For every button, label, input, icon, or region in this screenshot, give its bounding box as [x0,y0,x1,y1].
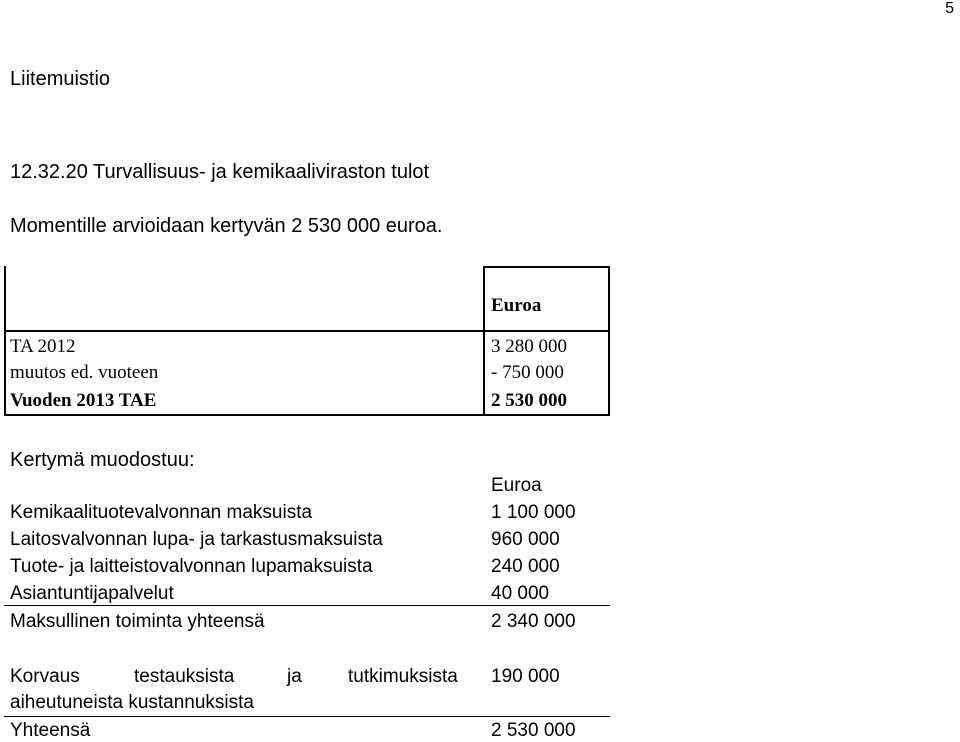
row-label-ta2012: TA 2012 [10,336,76,357]
breakdown-row-value: 960 000 [491,529,560,550]
page-number: 5 [945,0,954,17]
table-header-rule [4,330,610,332]
table-border-bottom [4,414,610,416]
table-header-euroa: Euroa [491,295,542,316]
breakdown-row-value: 40 000 [491,583,550,604]
breakdown-row-label: Tuote- ja laitteistovalvonnan lupamaksuista [10,556,373,577]
table-border-divider [483,266,485,416]
compensation-label-line2: aiheutuneista kustannuksista [10,692,254,713]
row-label-tae2013: Vuoden 2013 TAE [10,390,157,411]
row-label-change: muutos ed. vuoteen [10,362,159,383]
total-value: 2 530 000 [491,720,576,741]
subtotal-rule [4,605,610,606]
compensation-word: Korvaus [10,666,80,687]
compensation-value: 190 000 [491,666,560,687]
table-border-right [608,266,610,416]
breakdown-row-label: Asiantuntijapalvelut [10,583,174,604]
breakdown-row-value: 1 100 000 [491,502,576,523]
row-value-change: - 750 000 [491,362,564,383]
row-value-ta2012: 3 280 000 [491,336,567,357]
compensation-word: testauksista [134,666,235,687]
breakdown-row-label: Laitosvalvonnan lupa- ja tarkastusmaksuista [10,529,383,550]
compensation-word: tutkimuksista [348,666,458,687]
breakdown-row-label: Kemikaalituotevalvonnan maksuista [10,502,313,523]
intro-text: Momentille arvioidaan kertyvän 2 530 000 euroa. [10,215,443,237]
total-label: Yhteensä [10,720,91,741]
table-border-top [483,266,610,268]
formation-label: Kertymä muodostuu: [10,449,195,471]
breakdown-header-euroa: Euroa [491,475,542,496]
compensation-word: ja [287,666,302,687]
breakdown-row-value: 240 000 [491,556,560,577]
table-border-left [4,266,6,416]
subtotal-value: 2 340 000 [491,611,576,632]
page-heading: Liitemuistio [10,68,111,90]
subtotal-label: Maksullinen toiminta yhteensä [10,611,265,632]
section-title: 12.32.20 Turvallisuus- ja kemikaaliviraston tulot [10,161,430,183]
total-rule [4,716,610,717]
row-value-tae2013: 2 530 000 [491,390,567,411]
